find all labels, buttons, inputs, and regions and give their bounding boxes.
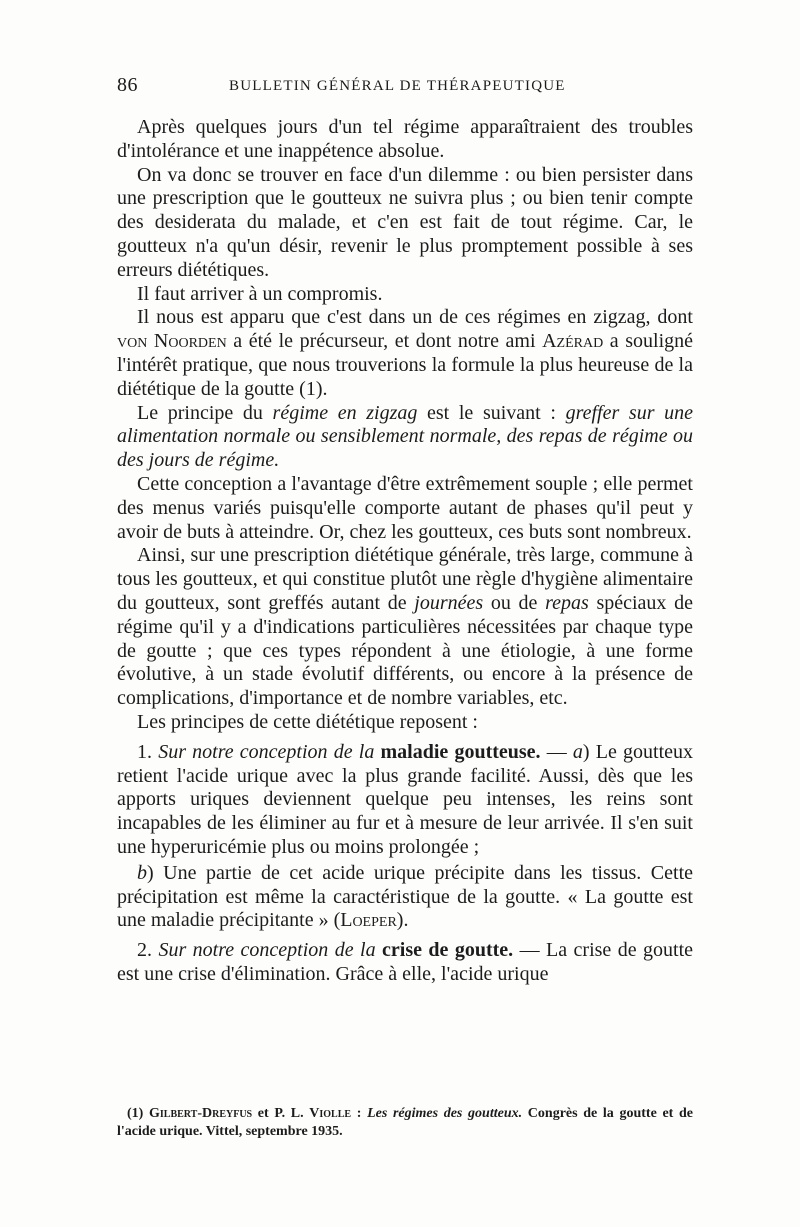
- p7-text-b: ou de: [483, 591, 546, 614]
- paragraph-7: [117, 544, 693, 711]
- section-1-letter-a: a: [572, 740, 583, 763]
- paragraph-8-text: Les principes de cette diététique reposent :: [137, 710, 478, 733]
- p4-text-c: a souligné l'intérêt pratique, que nous trouverions la formule la plus heureuse de la diététique de la goutte (1).: [117, 330, 694, 400]
- paragraph-4: [117, 306, 693, 401]
- footnote-number: (1): [127, 1106, 149, 1121]
- section-2-italic: Sur notre conception de la: [158, 939, 383, 962]
- section-1-heading: maladie goutteuse.: [380, 740, 541, 763]
- paragraph-2: [117, 164, 693, 283]
- section-2-heading: crise de goutte.: [382, 939, 514, 962]
- p7-italic-journees: journées: [414, 591, 484, 614]
- footnote-colon: :: [351, 1106, 368, 1121]
- p7-text-c: spéciaux de régime qu'il y a d'indications particulières nécessitées par chaque type de goutte ; que ces types répondent à une étiologie, à une forme évolutive, à un stade évolutif différents, ou encore à la présence de complications, d'importance et de nombre variables, etc.: [117, 591, 693, 710]
- footnote-and: et P. L.: [252, 1106, 310, 1121]
- section-1: [117, 741, 693, 860]
- running-title: BULLETIN GÉNÉRAL DE THÉRAPEUTIQUE: [229, 78, 566, 94]
- p4-text-a: Il nous est apparu que c'est dans un de ces régimes en zigzag, dont: [137, 306, 693, 329]
- section-1-b-text: ) Une partie de cet acide urique précipite dans les tissus. Cette précipitation est même la caractéristique de la goutte. « La goutte est une maladie précipitante » (: [117, 861, 693, 932]
- page-number: 86: [117, 74, 138, 96]
- paragraph-6-text: Cette conception a l'avantage d'être extrêmement souple ; elle permet des menus variés puisqu'elle comporte autant de phases qu'il peut y avoir de buts à atteindre. Or, chez les goutteux, ces buts sont nombreux.: [117, 472, 693, 543]
- section-1-text: ) Le goutteux retient l'acide urique avec la plus grande facilité. Aussi, dès que les apports uriques deviennent quelque peu intenses, les reins sont incapables de les éliminer au fur et à mesure de leur arrivée. Il s'en suit une hyperuricémie plus ou moins prolongée ;: [117, 740, 694, 858]
- p5-italic-term: régime en zigzag: [272, 401, 418, 424]
- paragraph-8: [117, 711, 693, 735]
- page-header: [117, 74, 692, 102]
- section-1-b-end: ).: [396, 909, 409, 932]
- author-name-azerad: Azérad: [542, 330, 604, 353]
- section-1-b: [117, 862, 693, 933]
- section-1-italic: Sur notre conception de la: [158, 740, 381, 763]
- p5-text-b: est le suivant :: [417, 401, 566, 424]
- p7-italic-repas: repas: [545, 591, 589, 614]
- paragraph-3: [117, 283, 693, 307]
- body-text: [117, 116, 693, 987]
- p5-italic-principle: greffer sur une alimentation normale ou sensiblement normale, des repas de régime ou des jours de régime.: [117, 401, 693, 472]
- paragraph-5: [117, 402, 693, 473]
- footnote-author-2: Violle: [309, 1106, 352, 1121]
- p5-text-a: Le principe du: [137, 401, 273, 424]
- section-1-dash: —: [540, 740, 573, 763]
- section-1-letter-b: b: [137, 861, 147, 884]
- p7-text-a: Ainsi, sur une prescription diététique générale, très large, commune à tous les goutteux, et qui constitue plutôt une règle d'hygiène alimentaire du goutteux, sont greffés autant de: [117, 544, 693, 614]
- section-1-number: 1.: [137, 740, 159, 763]
- footnote-author-1: Gilbert-Dreyfus: [149, 1106, 253, 1121]
- paragraph-3-text: Il faut arriver à un compromis.: [137, 282, 383, 305]
- author-name-von-noorden: von Noorden: [117, 330, 227, 353]
- paragraph-1: [117, 116, 693, 164]
- paragraph-1-text: Après quelques jours d'un tel régime apparaîtraient des troubles d'intolérance et une inappétence absolue.: [117, 116, 693, 162]
- section-2-text: La crise de goutte est une crise d'élimination. Grâce à elle, l'acide urique: [117, 939, 694, 985]
- author-name-loeper: Loeper: [340, 909, 397, 932]
- footnote-title: Les régimes des goutteux.: [367, 1106, 523, 1121]
- paragraph-6: [117, 473, 693, 544]
- footnote-rest: Congrès de la goutte et de l'acide urique. Vittel, septembre 1935.: [117, 1106, 693, 1139]
- footnote-1: [117, 1105, 693, 1141]
- section-2: [117, 939, 693, 987]
- section-2-number: 2.: [137, 939, 159, 962]
- paragraph-2-text: On va donc se trouver en face d'un dilemme : ou bien persister dans une prescription que le goutteux ne suivra plus ; ou bien tenir compte des desiderata du malade, et c'en est fait de tout régime. Car, le goutteux n'a qu'un désir, revenir le plus promptement possible à ses erreurs diététiques.: [117, 163, 693, 281]
- p4-text-b: a été le précurseur, et dont notre ami: [226, 330, 543, 353]
- footnote: [117, 1105, 693, 1141]
- section-2-dash: —: [513, 939, 547, 962]
